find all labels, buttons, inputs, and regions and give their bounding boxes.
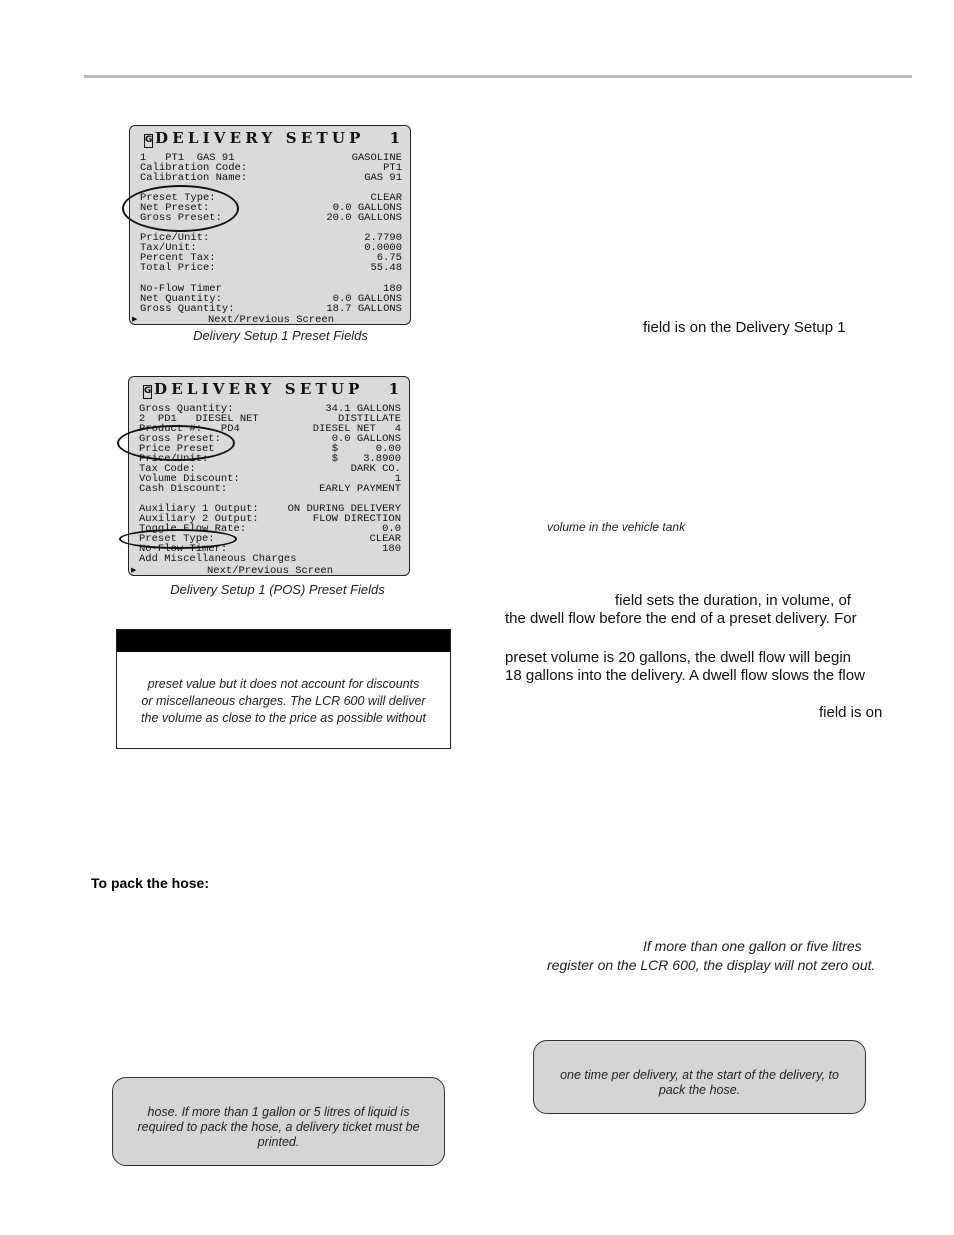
lcd-row-value: FLOW DIRECTION bbox=[312, 513, 401, 525]
lcd-row-label: Net Quantity: bbox=[140, 293, 222, 305]
lcd-row-label: Tax/Unit: bbox=[140, 242, 197, 254]
lcd-row-value: 180 bbox=[382, 543, 401, 555]
lcd-row-value: DIESEL NET 4 bbox=[312, 423, 401, 435]
lcd-row-value: 0.0 GALLONS bbox=[332, 202, 402, 214]
lcd-row-value: GAS 91 bbox=[364, 172, 402, 184]
lcd-row-value: PT1 bbox=[383, 162, 402, 174]
note-box bbox=[116, 629, 451, 749]
lcd-row-label: Total Price: bbox=[140, 262, 216, 274]
lcd-row bbox=[140, 263, 402, 273]
lcd-title: G DELIVERY SETUP bbox=[145, 129, 365, 147]
lcd-row-label: Auxiliary 1 Output: bbox=[139, 503, 259, 515]
italic-text: If more than one gallon or five litres bbox=[643, 938, 862, 954]
lcd-row-value: GASOLINE bbox=[351, 152, 402, 164]
highlight-oval bbox=[117, 425, 235, 461]
lcd-footer: Next/Previous Screen bbox=[207, 314, 335, 326]
body-text: preset volume is 20 gallons, the dwell flow will begin bbox=[505, 649, 852, 666]
note-header-bar bbox=[117, 630, 450, 652]
note-line: hose. If more than 1 gallon or 5 litres of liquid is bbox=[147, 1105, 410, 1119]
lcd-row-label: Net Preset: bbox=[140, 202, 210, 214]
lcd-row-value: 1 bbox=[394, 473, 401, 485]
lcd-row-label: Price/Unit: bbox=[140, 232, 210, 244]
lcd-row-label: No-Flow Timer bbox=[140, 283, 222, 295]
lcd-row-label: Add Miscellaneous Charges bbox=[139, 553, 297, 565]
lcd-row-value: 20.0 GALLONS bbox=[326, 212, 402, 224]
note-line: pack the hose. bbox=[658, 1083, 741, 1097]
lcd-row-label: 1 PT1 GAS 91 bbox=[140, 152, 235, 164]
lcd-row-value: CLEAR bbox=[369, 533, 401, 545]
lcd-row-label: Gross Quantity: bbox=[140, 303, 235, 315]
lcd-row-label: Price/Unit: bbox=[139, 453, 209, 465]
highlight-oval bbox=[122, 185, 239, 232]
lcd-row-label: Percent Tax: bbox=[140, 252, 216, 264]
body-text: field sets the duration, in volume, of bbox=[615, 592, 851, 609]
lcd-row-value: 0.0 GALLONS bbox=[331, 433, 401, 445]
lcd-row-label: Auxiliary 2 Output: bbox=[139, 513, 259, 525]
g-icon: G bbox=[144, 134, 153, 148]
lcd-row-label: Price Preset bbox=[139, 443, 215, 455]
lcd-row-label: Toggle Flow Rate: bbox=[139, 523, 247, 535]
lcd-row bbox=[139, 554, 401, 564]
lcd-row-value: ON DURING DELIVERY bbox=[287, 503, 401, 515]
lcd-row-value: 18.7 GALLONS bbox=[326, 303, 402, 315]
header-rule bbox=[84, 75, 912, 78]
body-text: field is on bbox=[819, 704, 883, 721]
lcd-row-value: 34.1 GALLONS bbox=[325, 403, 401, 415]
note-text: preset value but it does not account for discounts or miscellaneous charges. The LCR 600 will deliver the volume as close to the price as possible without bbox=[141, 677, 426, 725]
section-heading-pack-hose: To pack the hose: bbox=[91, 875, 209, 891]
body-text: the dwell flow before the end of a preset delivery. For bbox=[505, 610, 857, 627]
lcd-row bbox=[139, 484, 401, 494]
lcd-row-label: Volume Discount: bbox=[139, 473, 240, 485]
italic-text: volume in the vehicle tank bbox=[547, 520, 686, 534]
figure-caption: Delivery Setup 1 Preset Fields bbox=[193, 328, 368, 343]
lcd-row-value: 180 bbox=[383, 283, 402, 295]
highlight-oval bbox=[119, 529, 237, 549]
lcd-row-value: 6.75 bbox=[376, 252, 402, 264]
lcd-row-value: DISTILLATE bbox=[337, 413, 401, 425]
lcd-row-value: 0.0000 bbox=[364, 242, 402, 254]
lcd-row bbox=[140, 173, 402, 183]
g-icon: G bbox=[143, 385, 152, 399]
lcd-row-label: Gross Quantity: bbox=[139, 403, 234, 415]
lcd-row-value: 0.0 bbox=[382, 523, 401, 535]
note-line: printed. bbox=[257, 1135, 300, 1149]
pointer-arrow-icon: ▶ bbox=[132, 316, 138, 323]
pointer-arrow-icon: ▶ bbox=[131, 567, 137, 574]
lcd-title: G DELIVERY SETUP bbox=[144, 380, 364, 398]
note-line: required to pack the hose, a delivery ticket must be bbox=[137, 1120, 420, 1134]
lcd-row-value: $ 0.00 bbox=[331, 443, 401, 455]
lcd-row-label: Gross Preset: bbox=[139, 433, 221, 445]
lcd-screen-number: 1 bbox=[388, 380, 399, 398]
lcd-row-label: Preset Type: bbox=[139, 533, 215, 545]
lcd-row-label: Product #: PD4 bbox=[139, 423, 240, 435]
lcd-row-value: $ 3.8900 bbox=[331, 453, 401, 465]
gray-note-box bbox=[533, 1040, 866, 1114]
lcd-row-value: 55.48 bbox=[370, 262, 402, 274]
lcd-row-label: No-Flow Timer: bbox=[139, 543, 228, 555]
lcd-row-value: 2.7790 bbox=[364, 232, 402, 244]
lcd-row-label: 2 PD1 DIESEL NET bbox=[139, 413, 259, 425]
lcd-row-label: Tax Code: bbox=[139, 463, 196, 475]
gray-note-box bbox=[112, 1077, 445, 1166]
lcd-row-label: Cash Discount: bbox=[139, 483, 228, 495]
lcd-row-label: Preset Type: bbox=[140, 192, 216, 204]
lcd-footer: Next/Previous Screen bbox=[206, 565, 334, 577]
lcd-row-value: 0.0 GALLONS bbox=[332, 293, 402, 305]
lcd-row bbox=[140, 304, 402, 314]
note-line: one time per delivery, at the start of the delivery, to bbox=[560, 1068, 839, 1082]
figure-caption: Delivery Setup 1 (POS) Preset Fields bbox=[170, 582, 385, 597]
lcd-row-label: Gross Preset: bbox=[140, 212, 222, 224]
lcd-row-label: Calibration Name: bbox=[140, 172, 248, 184]
lcd-row-label: Calibration Code: bbox=[140, 162, 248, 174]
lcd-row-value: CLEAR bbox=[370, 192, 402, 204]
lcd-row-value: EARLY PAYMENT bbox=[319, 483, 401, 495]
italic-text: register on the LCR 600, the display will not zero out. bbox=[547, 957, 876, 973]
lcd-screen-number: 1 bbox=[389, 129, 400, 147]
lcd-row-value: DARK CO. bbox=[350, 463, 401, 475]
body-text: 18 gallons into the delivery. A dwell flow slows the flow bbox=[505, 667, 865, 684]
body-text: field is on the Delivery Setup 1 bbox=[643, 319, 846, 336]
